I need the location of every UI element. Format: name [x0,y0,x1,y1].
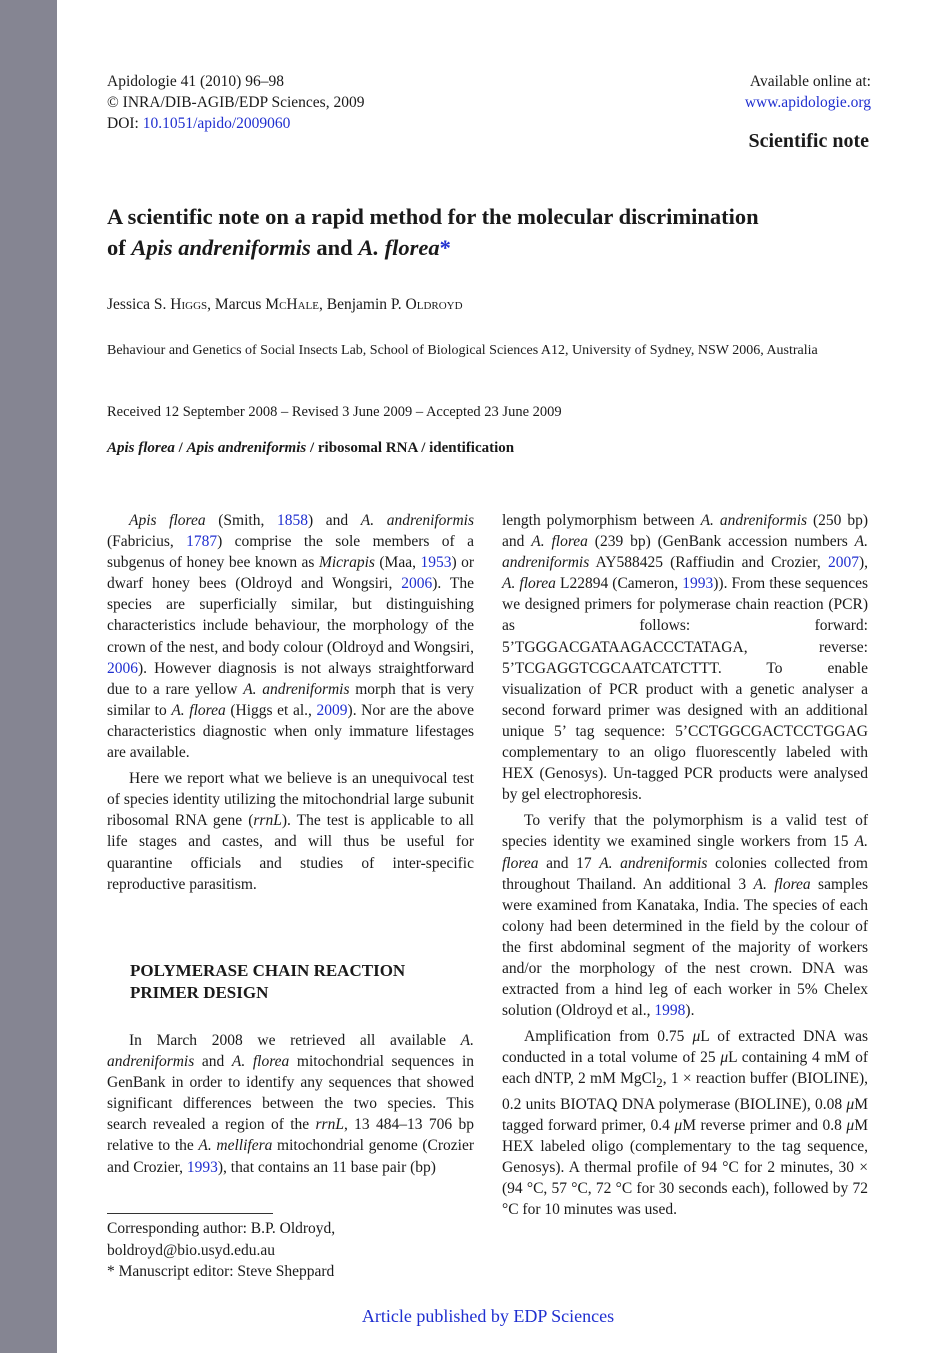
journal-citation: Apidologie 41 (2010) 96–98 [107,73,284,90]
paragraph-verification: To verify that the polymorphism is a valid test of species identity we examined single workers from 15 A. florea and 17 A. andreniformis colonies collected from throughout Thailand. An additional 3 A. florea samples were examined from Kanataka, India. The species of each colony had been determined in the field by the colour of the first abdominal segment of the majority of workers and/or the morphology of the nest crown. DNA was extracted from a hind leg of each worker in 5% Chelex solution (Oldroyd et al., 1998). [502,812,868,1020]
right-column [502,510,868,1225]
journal-url-link[interactable]: www.apidologie.org [744,94,871,111]
left-column-methods [107,1030,474,1183]
footnote-rule [107,1213,273,1214]
citation-link[interactable]: 2007 [827,554,859,572]
footnotes [107,1218,335,1283]
author-list: Jessica S. Higgs, Marcus McHale, Benjamin P. Oldroyd [107,296,463,313]
doi-link[interactable]: 10.1051/apido/2009060 [142,115,291,132]
citation-link[interactable]: 1998 [654,1002,686,1020]
keywords: Apis florea / Apis andreniformis / ribosomal RNA / identification [107,440,515,456]
title-line-1: A scientific note on a rapid method for the molecular discrimination [107,204,759,229]
page-sidebar-band [0,0,57,1353]
paragraph-primer-design: In March 2008 we retrieved all available A. andreniformis and A. florea mitochondrial sequences in GenBank in order to identify any sequences that showed significant differences between the two species. This search revealed a region of the rrnL, 13 484–13 706 bp relative to the A. mellifera mitochondrial genome (Crozier and Crozier, 1993), that contains an 11 base pair (bp) [107,1032,475,1176]
publisher-footer-link[interactable]: Article published by EDP Sciences [361,1306,615,1326]
doi-line: DOI: 10.1051/apido/2009060 [107,115,291,132]
editor-footnote-link[interactable]: * [439,235,451,260]
citation-link[interactable]: 1953 [420,554,452,572]
citation-link[interactable]: 2009 [316,701,348,719]
journal-header [107,71,364,134]
citation-link[interactable]: 2006 [401,575,433,593]
citation-link[interactable]: 2006 [107,659,138,677]
availability-block [745,71,871,113]
section-heading: POLYMERASE CHAIN REACTION PRIMER DESIGN [130,961,406,1002]
received-dates: Received 12 September 2008 – Revised 3 June 2009 – Accepted 23 June 2009 [107,404,562,420]
available-online-label: Available online at: [749,73,871,90]
copyright-line: © INRA/DIB-AGIB/EDP Sciences, 2009 [107,94,365,111]
citation-link[interactable]: 1787 [186,533,218,551]
citation-link[interactable]: 1993 [682,575,714,593]
title-line-2: of Apis andreniformis and A. florea* [107,235,451,260]
corresponding-author: Corresponding author: B.P. Oldroyd, [107,1220,336,1237]
citation-link[interactable]: 1993 [186,1158,218,1176]
article-title [107,201,877,263]
manuscript-editor: * Manuscript editor: Steve Sheppard [107,1263,335,1280]
paragraph-amplification: Amplification from 0.75 μL of extracted DNA was conducted in a total volume of 25 μL containing 4 mM of each dNTP, 2 mM MgCl$_2$, 1 × reaction buffer (BIOLINE), 0.2 units BIOTAQ DNA polymerase (BIOLINE), 0.08 μM tagged forward primer, 0.4 μM reverse primer and 0.8 μM HEX labeled oligo (complementary to the tag sequence, Genosys). A thermal profile of 94 °C for 2 minutes, 30 × (94 °C, 57 °C, 72 °C for 30 seconds each), followed by 72 °C for 10 minutes was used. [502,1028,868,1219]
author-email: boldroyd@bio.usyd.edu.au [107,1241,275,1259]
affiliation: Behaviour and Genetics of Social Insects Lab, School of Biological Sciences A12, University of Sydney, NSW 2006, Australia [107,343,818,358]
left-column [107,510,474,900]
paragraph-intro: Apis florea (Smith, 1858) and A. andreniformis (Fabricius, 1787) comprise the sole members of a subgenus of honey bee known as Micrapis (Maa, 1953) or dwarf honey bees (Oldroyd and Wongsiri, 2006). The species are superficially similar, but distinguishing characteristics include behaviour, the morphology of the crown of the nest, and body colour (Oldroyd and Wongsiri, 2006). However diagnosis is not always straightforward due to a rare yellow A. andreniformis morph that is very similar to A. florea (Higgs et al., 2009). Nor are the above characteristics diagnostic when only immature lifestages are available. [107,512,475,762]
article-type-label: Scientific note [748,130,869,152]
paragraph-polymorphism: length polymorphism between A. andreniformis (250 bp) and A. florea (239 bp) (GenBank accession numbers A. andreniformis AY588425 (Raffiudin and Crozier, 2007), A. florea L22894 (Cameron, 1993)). From these sequences we designed primers for polymerase chain reaction (PCR) as follows: forward: 5’TGGGACGATAAGACCCTATAGA, reverse: 5’TCGAGGTCGCAATCATCTTT. To enable visualization of PCR product with a genetic analyser a second forward primer was designed with an additional unique 5’ tag sequence: 5’CCTGGCGACTCCTGGAG complementary to an oligo fluorescently labeled with HEX (Genosys). Un-tagged PCR products were analysed by gel electrophoresis. [502,512,869,804]
citation-link[interactable]: 1858 [276,512,308,529]
paragraph-aim: Here we report what we believe is an unequivocal test of species identity utilizing the mitochondrial large subunit ribosomal RNA gene (rrnL). The test is applicable to all life stages and castes, and will thus be useful for quarantine officials and studies of inter-specific reproductive parasitism. [107,770,474,893]
